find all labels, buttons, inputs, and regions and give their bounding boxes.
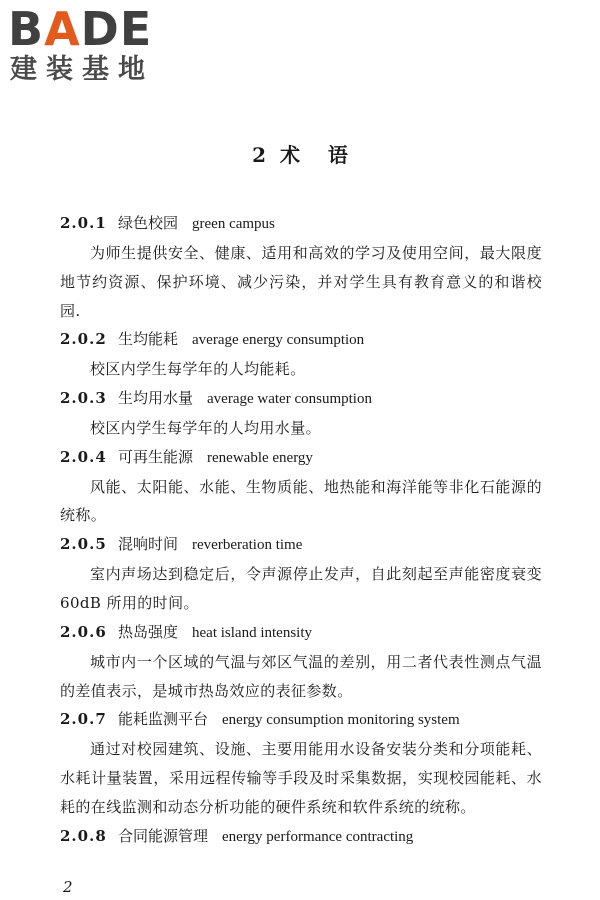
term-heading: [60, 705, 542, 735]
terms-content: [60, 209, 542, 852]
term-heading: [60, 618, 542, 648]
term-chinese: 混响时间: [118, 535, 179, 554]
term-number: 2.0.1: [60, 214, 107, 232]
term-number: 2.0.5: [60, 535, 107, 554]
term-english: green campus: [192, 216, 275, 232]
term-english: average energy consumption: [192, 332, 365, 349]
term-english: energy consumption monitoring system: [222, 712, 460, 729]
term-english: average water consumption: [207, 391, 372, 408]
term-heading: [60, 209, 542, 239]
term-chinese: 生均用水量: [118, 389, 194, 408]
term-number: 2.0.3: [60, 389, 107, 408]
term-english: heat island intensity: [192, 624, 312, 641]
term-number: 2.0.4: [60, 447, 107, 466]
logo-wordmark: BADE: [8, 2, 153, 56]
term-definition: 校区内学生每学年的人均能耗。: [90, 360, 306, 379]
term-number: 2.0.6: [60, 622, 107, 641]
term-heading: [60, 822, 542, 852]
term-chinese: 可再生能源: [118, 447, 194, 466]
term-chinese: 绿色校园: [118, 214, 179, 232]
term-english: energy performance contracting: [222, 828, 414, 845]
term-chinese: 生均能耗: [118, 330, 179, 349]
term-definition: 室内声场达到稳定后，令声源停止发声，自此刻起至声能密度衰变 60dB 所用的时间。: [60, 565, 542, 612]
term-english: reverberation time: [192, 537, 303, 554]
term-definition: 校区内学生每学年的人均用水量。: [90, 418, 322, 437]
page-number: 2: [63, 878, 73, 896]
term-heading: [60, 325, 542, 355]
term-chinese: 能耗监测平台: [118, 710, 209, 729]
term-number: 2.0.7: [60, 710, 107, 729]
term-definition: 风能、太阳能、水能、生物质能、地热能和海洋能等非化石能源的统称。: [60, 477, 542, 525]
term-heading: [60, 443, 542, 473]
term-definition: 城市内一个区域的气温与郊区气温的差别，用二者代表性测点气温的差值表示，是城市热岛效应的表征参数。: [60, 652, 542, 700]
term-definition: 为师生提供安全、健康、适用和高效的学习及使用空间，最大限度地节约资源、保护环境、减少污染，并对学生具有教育意义的和谐校园.: [60, 243, 542, 320]
term-number: 2.0.2: [60, 330, 107, 349]
logo-subtitle: 建装基地: [10, 54, 154, 85]
term-english: renewable energy: [207, 449, 313, 466]
logo: [8, 4, 178, 90]
term-number: 2.0.8: [60, 826, 107, 845]
term-heading: [60, 530, 542, 560]
chapter-title: 2 术 语: [252, 143, 348, 167]
term-heading: [60, 384, 542, 414]
term-chinese: 热岛强度: [118, 622, 179, 641]
term-chinese: 合同能源管理: [118, 826, 209, 845]
term-definition: 通过对校园建筑、设施、主要用能用水设备安装分类和分项能耗、水耗计量装置，采用远程传输等手段及时采集数据，实现校园能耗、水耗的在线监测和动态分析功能的硬件系统和软件系统的统称。: [60, 740, 542, 816]
